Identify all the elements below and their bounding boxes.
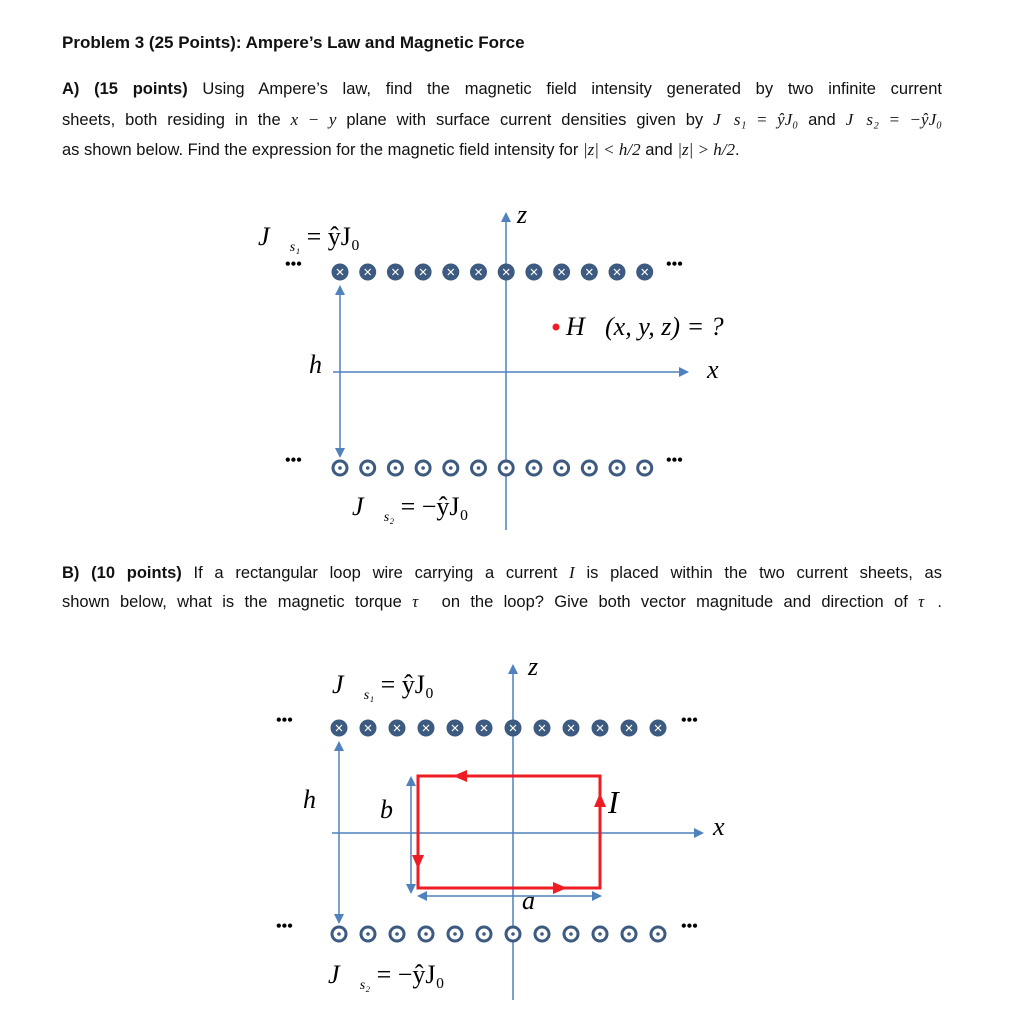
- ellipsis: •••: [276, 918, 293, 935]
- current-into-page-icon: [415, 264, 432, 281]
- current-into-page-icon: [359, 264, 376, 281]
- rhs: = ŷJ₀: [300, 222, 360, 251]
- current-into-page-icon: [442, 264, 459, 281]
- j-symbol: J⃗: [258, 222, 290, 251]
- current-into-page-icon: [470, 264, 487, 281]
- math-current: I: [569, 563, 575, 582]
- current-into-page-icon: [389, 720, 406, 737]
- text: If a rectangular loop wire carrying a current: [181, 564, 570, 582]
- ellipsis: •••: [666, 256, 683, 273]
- math-torque: τ⃗: [412, 592, 432, 611]
- subscript: s₂: [359, 978, 371, 994]
- current-out-of-page-icon: [388, 461, 402, 475]
- text: as shown below. Find the expression for the magnetic field intensity for: [62, 141, 583, 159]
- current-out-of-page-icon: [651, 927, 665, 941]
- current-out-of-page-icon: [535, 927, 549, 941]
- text: .: [937, 593, 942, 611]
- subscript: s₂: [383, 510, 395, 526]
- current-into-page-icon: [534, 720, 551, 737]
- current-into-page-icon: [360, 720, 377, 737]
- current-into-page-icon: [621, 720, 638, 737]
- math-js2: J⃗s₂ = −ŷJ₀: [845, 110, 943, 129]
- current-label: I: [608, 784, 619, 820]
- current-into-page-icon: [581, 264, 598, 281]
- math-condition-outside: |z| > h/2: [677, 140, 735, 159]
- j-symbol: J⃗: [332, 670, 364, 699]
- current-out-of-page-icon: [332, 927, 346, 941]
- ellipsis: •••: [681, 712, 698, 729]
- current-into-page-icon: [418, 720, 435, 737]
- current-out-of-page-icon: [361, 927, 375, 941]
- rhs: = ŷJ₀: [374, 670, 434, 699]
- current-into-page-icon: [553, 264, 570, 281]
- text: is placed within the two current sheets, as: [574, 564, 942, 582]
- field-point: [553, 324, 560, 331]
- ellipsis: •••: [285, 256, 302, 273]
- current-into-page-icon: [331, 720, 348, 737]
- j-symbol: J⃗: [352, 492, 384, 521]
- js1-label: [332, 670, 434, 704]
- current-out-of-page-icon: [527, 461, 541, 475]
- current-loop: [418, 776, 600, 888]
- text: and: [640, 141, 678, 159]
- diagram-1: [332, 214, 688, 530]
- current-into-page-icon: [650, 720, 667, 737]
- text: Using Ampere’s law, find the magnetic field intensity generated by two infinite current: [187, 80, 942, 98]
- current-out-of-page-icon: [333, 461, 347, 475]
- ellipsis: •••: [285, 452, 302, 469]
- current-out-of-page-icon: [444, 461, 458, 475]
- field-expression: H⃗(x, y, z) = ?: [566, 312, 724, 341]
- diagram-2: [331, 666, 703, 1000]
- x-axis-label: x: [707, 355, 719, 384]
- current-out-of-page-icon: [564, 927, 578, 941]
- math-condition-inside: |z| < h/2: [582, 140, 641, 159]
- current-into-page-icon: [447, 720, 464, 737]
- js2-label: [352, 492, 469, 526]
- h-label: h: [303, 785, 316, 814]
- current-into-page-icon: [563, 720, 580, 737]
- current-out-of-page-icon: [416, 461, 430, 475]
- js2-label: [328, 960, 445, 994]
- current-into-page-icon: [609, 264, 626, 281]
- j-symbol: J⃗: [328, 960, 360, 989]
- current-into-page-icon: [636, 264, 653, 281]
- b-label: b: [380, 795, 393, 824]
- current-out-of-page-icon: [472, 461, 486, 475]
- math-js1: J⃗s₁ = ŷJ₀: [713, 110, 799, 129]
- ellipsis: •••: [276, 712, 293, 729]
- text: shown below, what is the magnetic torque: [62, 593, 413, 611]
- subscript: s₁: [289, 240, 301, 256]
- ellipsis: •••: [666, 452, 683, 469]
- text: and: [798, 111, 846, 129]
- part-a-label: A) (15 points): [62, 80, 188, 98]
- current-into-page-icon: [498, 264, 515, 281]
- current-into-page-icon: [592, 720, 609, 737]
- text: on the loop? Give both vector magnitude and direction of: [431, 593, 919, 611]
- x-axis-label: x: [713, 812, 725, 841]
- rhs: = −ŷJ₀: [394, 492, 469, 521]
- current-out-of-page-icon: [506, 927, 520, 941]
- h-label: h: [309, 350, 322, 379]
- text: .: [735, 141, 740, 159]
- current-out-of-page-icon: [555, 461, 569, 475]
- math-torque: τ⃗: [918, 592, 938, 611]
- current-into-page-icon: [332, 264, 349, 281]
- math-plane: x − y: [290, 110, 337, 129]
- current-out-of-page-icon: [499, 461, 513, 475]
- a-label: a: [522, 886, 535, 915]
- part-b-label: B) (10 points): [62, 564, 182, 582]
- current-out-of-page-icon: [477, 927, 491, 941]
- subscript: s₁: [363, 688, 375, 704]
- current-out-of-page-icon: [582, 461, 596, 475]
- rhs: = −ŷJ₀: [370, 960, 445, 989]
- current-out-of-page-icon: [448, 927, 462, 941]
- z-axis-label: z: [528, 652, 539, 681]
- current-into-page-icon: [387, 264, 404, 281]
- current-out-of-page-icon: [593, 927, 607, 941]
- js1-label: [258, 222, 360, 256]
- current-into-page-icon: [525, 264, 542, 281]
- text: sheets, both residing in the: [62, 111, 291, 129]
- z-axis-label: z: [517, 200, 528, 229]
- problem-title: Problem 3 (25 Points): Ampere’s Law and Magnetic Force: [62, 33, 525, 52]
- current-into-page-icon: [505, 720, 522, 737]
- current-out-of-page-icon: [390, 927, 404, 941]
- text: plane with surface current densities given by: [336, 111, 714, 129]
- current-out-of-page-icon: [610, 461, 624, 475]
- current-out-of-page-icon: [361, 461, 375, 475]
- current-out-of-page-icon: [622, 927, 636, 941]
- ellipsis: •••: [681, 918, 698, 935]
- current-into-page-icon: [476, 720, 493, 737]
- current-out-of-page-icon: [419, 927, 433, 941]
- current-out-of-page-icon: [638, 461, 652, 475]
